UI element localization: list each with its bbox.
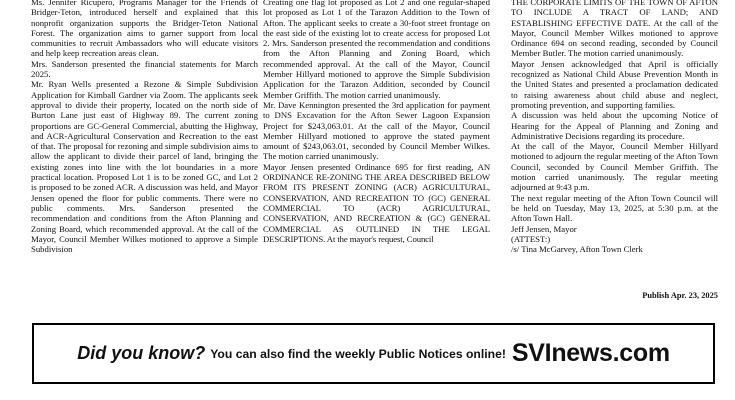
publish-date: Publish Apr. 23, 2025: [642, 291, 718, 300]
promo-banner: [32, 323, 715, 384]
column-2: [263, 0, 490, 244]
paragraph-ordinance-694: THE CORPORATE LIMITS OF THE TOWN OF AFTON TO INCLUDE A TRACT OF LAND; AND ESTABLISHING EFFECTIVE DATE. At the call of the Mayor, Council Member Wilkes motioned to approve Ordinance 694 on second reading, seconded by Council Member Butler. The motion carried unanimously.: [511, 0, 718, 59]
signature-clerk: /s/ Tina McGarvey, Afton Town Clerk: [511, 244, 643, 255]
paragraph-next-meeting: The next regular meeting of the Afton Town Council will be held on Tuesday, May 13, 2025, at 5:30 p.m. at the Afton Town Hall.: [511, 192, 718, 224]
paragraph-adjourn: At the call of the Mayor, Council Member Hillyard motioned to adjourn the regular meeting of the Afton Town Council, seconded by Council Member Griffith. The motion carried unanimously. The regular meeting adjourned at 9:43 p.m.: [511, 141, 718, 193]
paragraph-ordinance-695: Mayor Jensen presented Ordinance 695 for first reading, AN ORDINANCE RE-ZONING THE AREA DESCRIBED BELOW FROM ITS PRESENT ZONING (ACR) AGRICULTURAL, CONSERVATION, AND RECREATION TO (GC) GENERAL COMMERCIAL TO (ACR) AGRICULTURAL, CONSERVATION, AND RECREATION & (GC) GENERAL COMMERCIAL AS OUTLINED IN THE LEGAL DESCRIPTIONS. At the mayor's request, Council: [263, 161, 490, 244]
column-3: [511, 0, 718, 254]
paragraph-financials: Mrs. Sanderson presented the financial statements for March 2025.: [31, 58, 258, 80]
paragraph-appeal-discussion: A discussion was held about the upcoming Notice of Hearing for the Appeal of Planning and Zoning and Administrative Decisions regarding its procedure.: [511, 110, 718, 141]
paragraph-kennington: Mr. Dave Kennington presented the 3rd application for payment to DNS Excavation for the Afton Sewer Lagoon Expansion Project for $243,063.01. At the call of the Mayor, Council Member Hillyard motioned to approve the stated payment amount of $243,063.01, seconded by Council Member Wilkes. The motion carried unanimously.: [263, 99, 490, 162]
promo-website-link[interactable]: SVInews.com: [511, 339, 670, 367]
promo-message: You can also find the weekly Public Notices online!: [210, 346, 506, 361]
paragraph-child-abuse-month: Mayor Jensen acknowledged that April is officially recognized as National Child Abuse Prevention Month in the United States and presented a proclamation dedicated to raising awareness about child abuse and neglect, promoting prevention, and supporting families.: [511, 58, 718, 110]
signature-mayor: Jeff Jensen, Mayor: [511, 223, 577, 234]
paragraph-tarazon: Creating one flag lot proposed as Lot 2 and one regular-shaped lot proposed as Lot 1 of the Tarazon Addition to the Town of Afton. The applicant seeks to create a 30-foot street frontage on the east side of the existing lot to create access for proposed Lot 2. Mrs. Sanderson presented the recommendation and conditions from the Afton Planning and Zoning Board, which recommended approval. At the call of the Mayor, Council Member Hillyard motioned to approve the Simple Subdivision Application for the Tarazon Addition, seconded by Council Member Griffith. The motion carried unanimously.: [263, 0, 490, 100]
paragraph-rezone-gardner: Mr. Ryan Wells presented a Rezone & Simple Subdivision Application for Kimball Gardner via Zoom. The applicants seek approval to divide their property, located on the north side of Burton Lane just east of Highway 89. The current zoning proportions are GC-General Commercial, abutting the Highway, and ACR-Agricultural Conservation and Recreation to the east of that. The proposal for rezoning and simple subdivision aims to allow the applicant to divide their parcel of land, bringing the existing zones into line with the lot boundaries in a more practical location. Proposed Lot 1 is to be zoned GC, and Lot 2 is proposed to be zoned ACR. A discussion was held, and Mayor Jensen opened the floor for public comments. There were no public comments. Mrs. Sanderson presented the recommendation and conditions from the Afton Planning and Zoning Board, which recommended approval. At the call of the Mayor, Council Member Wilkes motioned to approve a Simple Subdivision: [31, 79, 258, 255]
attest-label: (ATTEST:): [511, 233, 551, 244]
paragraph-ricupero: Ms. Jennifer Ricupero, Programs Manager for the Friends of Bridger-Teton, introduced herself and explained that this nonprofit organization supports the Bridger-Teton National Forest. The organization aims to garner support from local communities to recruit Ambassadors who will educate visitors and help keep recreation areas clean.: [31, 0, 258, 59]
column-1: [31, 0, 258, 254]
notice-columns: [31, 0, 718, 310]
promo-question: Did you know?: [77, 343, 206, 363]
